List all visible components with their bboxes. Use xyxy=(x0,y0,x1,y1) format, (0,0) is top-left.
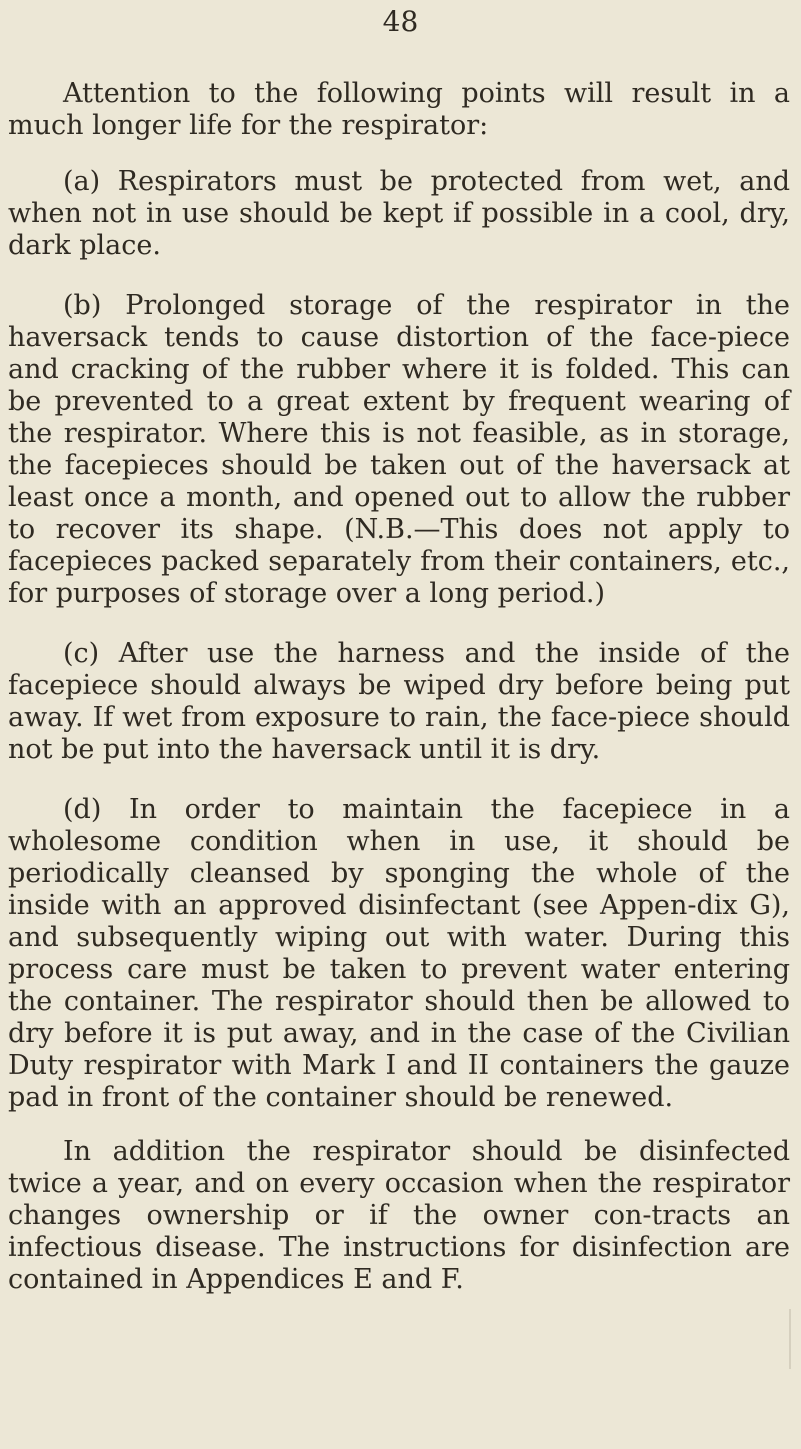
body-text xyxy=(8,78,790,1324)
paragraph-d: (d) In order to maintain the facepiece in a wholesome condition when in use, it should be periodically cleansed by sponging the whole of the inside with an approved disinfectant (see Appen-dix G), and subsequently wiping out with water. During this process care must be taken to prevent water entering the container. The respirator should then be allowed to dry before it is put away, and in the case of the Civilian Duty respirator with Mark I and II containers the gauze pad in front of the container should be renewed. xyxy=(8,794,790,1113)
page-edge-mark xyxy=(789,1309,791,1369)
paragraph-a: (a) Respirators must be protected from wet, and when not in use should be kept if possible in a cool, dry, dark place. xyxy=(8,166,790,261)
paragraph-b: (b) Prolonged storage of the respirator in the haversack tends to cause distortion of the face-piece and cracking of the rubber where it is folded. This can be prevented to a great extent by frequent wearing of the respirator. Where this is not feasible, as in storage, the facepieces should be taken out of the haversack at least once a month, and opened out to allow the rubber to recover its shape. (N.B.—This does not apply to facepieces packed separately from their containers, etc., for purposes of storage over a long period.) xyxy=(8,290,790,609)
paragraph-addition: In addition the respirator should be disinfected twice a year, and on every occasion when the respirator changes ownership or if the owner con-tracts an infectious disease. The instructions for disinfection are contained in Appendices E and F. xyxy=(8,1136,790,1295)
page-number: 48 xyxy=(382,5,419,38)
paragraph-c: (c) After use the harness and the inside of the facepiece should always be wiped dry before being put away. If wet from exposure to rain, the face-piece should not be put into the haversack until it is dry. xyxy=(8,638,790,765)
intro-paragraph: Attention to the following points will result in a much longer life for the respirator: xyxy=(8,78,790,141)
